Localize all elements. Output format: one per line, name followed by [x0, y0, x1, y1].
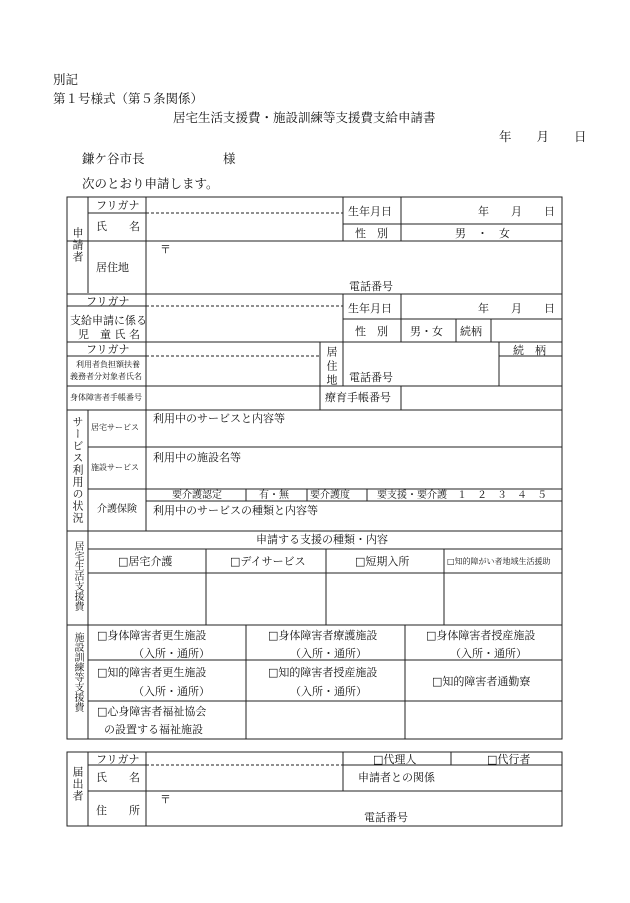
date-line: 年 月 日 — [499, 129, 587, 144]
applicant-address-label: 居住地 — [96, 261, 129, 274]
notifier-address-label: 住 所 — [96, 804, 140, 817]
child-birth-label: 生年月日 — [348, 302, 392, 315]
facility-option-intellectual-work[interactable]: □ 知的障害者授産施設 — [268, 667, 377, 678]
facility-option-commuter-dorm[interactable]: □ 知的障害者通勤寮 — [432, 676, 530, 687]
intro-text: 次のとおり申請します。 — [82, 176, 219, 191]
notifier-furigana-label: フリガナ — [96, 753, 140, 766]
supporter-address-label: 居住地 — [325, 346, 338, 388]
applicant-birth-label: 生年月日 — [348, 205, 392, 218]
applicant-section-label: 申請者 — [71, 227, 84, 263]
supporter-phone-label: 電話番号 — [349, 371, 393, 384]
facility-option-physical-care-sub: （入所・通所） — [290, 647, 367, 660]
home-service-detail: 利用中のサービスと内容等 — [153, 412, 285, 425]
rehab-handbook-label: 療育手帳番号 — [325, 391, 391, 404]
facility-option-welfare-assoc-line2: の設置する福祉施設 — [104, 723, 203, 736]
supporter-furigana-label: フリガナ — [86, 343, 130, 356]
home-support-header: 申請する支援の種類・内容 — [256, 533, 388, 546]
child-label-line1: 支給申請に係る — [70, 314, 147, 327]
notifier-agent-option[interactable]: □ 代理人 — [373, 754, 416, 765]
honorific: 様 — [223, 151, 236, 166]
facility-option-physical-work-sub: （入所・通所） — [450, 647, 527, 660]
home-option-care[interactable]: □ 居宅介護 — [118, 556, 172, 567]
child-birth-value: 年 月 日 — [478, 302, 555, 315]
facility-option-intellectual-work-sub: （入所・通所） — [290, 685, 367, 698]
applicant-sex-label: 性 別 — [355, 227, 388, 240]
home-option-day-service[interactable]: □ デイサービス — [230, 556, 306, 567]
addressee: 鎌ケ谷市長 — [82, 151, 145, 166]
notifier-proxy-option[interactable]: □ 代行者 — [487, 754, 530, 765]
facility-service-detail: 利用中の施設名等 — [153, 451, 241, 464]
notifier-section-label: 届出者 — [71, 766, 84, 802]
form-title: 居宅生活支援費・施設訓練等支援費支給申請書 — [173, 110, 436, 125]
facility-option-welfare-assoc[interactable]: □ 心身障害者福祉協会 — [97, 706, 206, 717]
notifier-postal-mark: 〒 — [160, 793, 171, 806]
child-sex-label: 性 別 — [355, 325, 388, 338]
applicant-sex-value: 男 ・ 女 — [455, 227, 510, 240]
care-service-detail: 利用中のサービスの種類と内容等 — [153, 504, 318, 517]
notifier-phone-label: 電話番号 — [364, 811, 408, 824]
facility-option-intellectual-rehab[interactable]: □ 知的障害者更生施設 — [97, 667, 206, 678]
applicant-name-label: 氏 名 — [96, 220, 140, 233]
care-insurance-label: 介護保険 — [97, 504, 137, 515]
home-support-section-label: 居宅生活支援費 — [72, 541, 83, 611]
note-label: 別記 — [53, 72, 79, 87]
facility-option-physical-work[interactable]: □ 身体障害者授産施設 — [426, 630, 535, 641]
notifier-relation-label: 申請者との関係 — [358, 771, 435, 784]
facility-option-physical-rehab[interactable]: □ 身体障害者更生施設 — [97, 630, 206, 641]
applicant-furigana-label: フリガナ — [96, 199, 140, 212]
applicant-postal-mark: 〒 — [160, 243, 171, 256]
facility-service-label: 施設サービス — [91, 463, 139, 472]
care-level-label: 要介護度 — [310, 490, 350, 501]
disability-handbook-label: 身体障害者手帳番号 — [70, 393, 142, 402]
child-label-line2: 児 童 氏 名 — [78, 328, 140, 341]
supporter-relation-label: 続 柄 — [513, 344, 546, 357]
home-option-short-stay[interactable]: □ 短期入所 — [355, 556, 409, 567]
home-option-group-living[interactable]: □ 知的障がい者地域生活援助 — [447, 558, 551, 566]
home-service-label: 居宅サービス — [91, 423, 139, 432]
applicant-birth-value: 年 月 日 — [478, 205, 555, 218]
notifier-name-label: 氏 名 — [96, 771, 140, 784]
facility-option-intellectual-rehab-sub: （入所・通所） — [133, 685, 210, 698]
child-sex-value: 男・女 — [410, 325, 443, 338]
facility-support-section-label: 施設訓練等支援費 — [72, 632, 83, 712]
facility-option-physical-care[interactable]: □ 身体障害者療護施設 — [268, 630, 377, 641]
supporter-label-line1: 利用者負担額扶養 — [76, 360, 140, 369]
care-level-values: 要支援・要介護 １ ２ ３ ４ ５ — [377, 490, 547, 501]
services-section-label: サービス利用の状況 — [71, 416, 84, 524]
facility-option-physical-rehab-sub: （入所・通所） — [133, 647, 210, 660]
applicant-phone-label: 電話番号 — [349, 280, 393, 293]
supporter-label-line2: 義務者分対象者氏名 — [70, 372, 142, 381]
child-relation-label: 続柄 — [460, 325, 482, 338]
child-furigana-label: フリガナ — [86, 295, 130, 308]
care-cert-label: 要介護認定 — [172, 490, 222, 501]
care-yesno: 有・無 — [259, 490, 289, 501]
form-number: 第１号様式（第５条関係） — [53, 91, 204, 106]
